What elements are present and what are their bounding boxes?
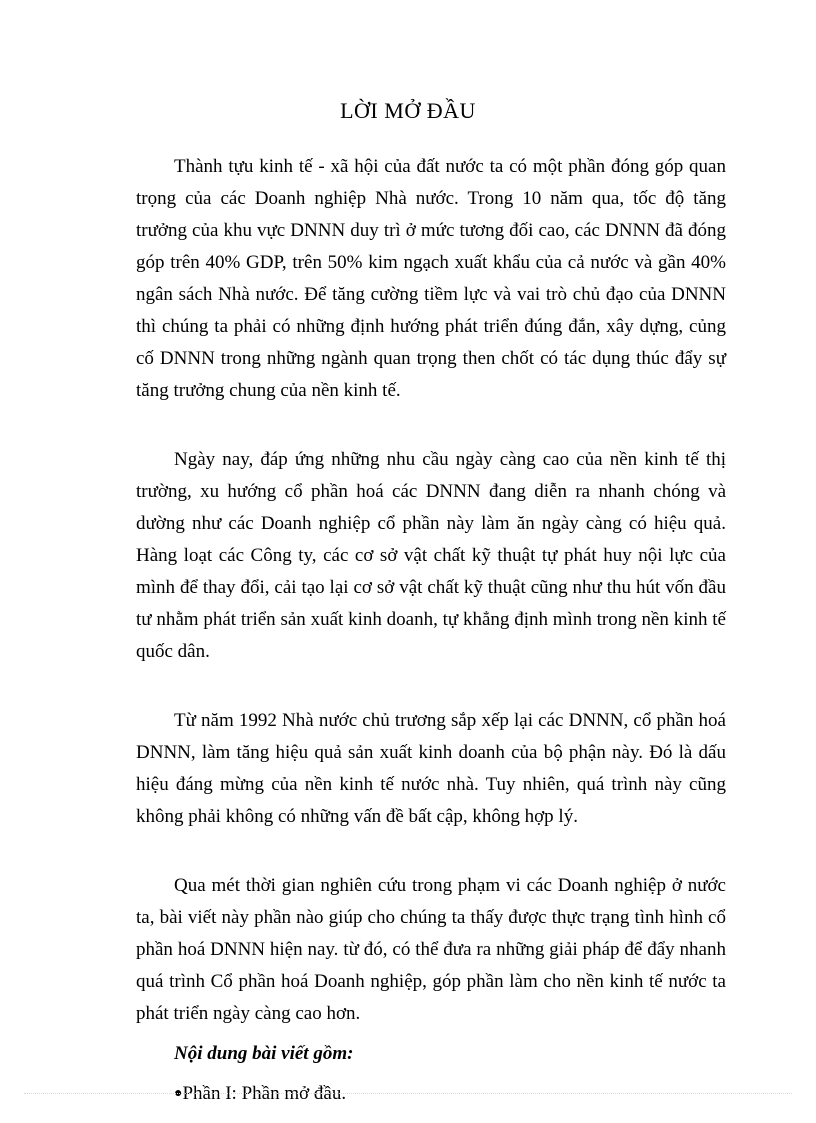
contents-heading: Nội dung bài viết gồm: xyxy=(174,1043,354,1064)
paragraph-4: Qua mét thời gian nghiên cứu trong phạm vi các Doanh nghiệp ở nước ta, bài viết này phần nào giúp cho chúng ta thấy được thực trạng tình hình cổ phần hoá DNNN hiện nay. từ đó, có thể đưa ra những giải pháp để đẩy nhanh quá trình Cổ phần hoá Doanh nghiệp, góp phần làm cho nền kinh tế nước ta phát triển ngày càng cao hơn. xyxy=(136,875,726,1024)
bullet-icon: ● xyxy=(174,1086,183,1101)
page-title: LỜI MỞ ĐẦU xyxy=(340,98,476,123)
paragraph-spacer xyxy=(136,833,726,870)
paragraph-spacer xyxy=(136,1070,726,1078)
page-bottom-divider xyxy=(24,1093,792,1094)
list-item xyxy=(136,1078,726,1110)
paragraph-spacer xyxy=(136,1030,726,1038)
paragraph-2: Ngày nay, đáp ứng những nhu cầu ngày càng cao của nền kinh tế thị trường, xu hướng cổ phần hoá các DNNN đang diễn ra nhanh chóng và dường như các Doanh nghiệp cổ phần này làm ăn ngày càng có hiệu quả. Hàng loạt các Công ty, các cơ sở vật chất kỹ thuật tự phát huy nội lực của mình để thay đổi, cải tạo lại cơ sở vật chất kỹ thuật cũng như thu hút vốn đầu tư nhằm phát triển sản xuất kinh doanh, tự khẳng định mình trong nền kinh tế quốc dân. xyxy=(136,449,726,662)
paragraph-spacer xyxy=(136,407,726,444)
paragraph-spacer xyxy=(136,668,726,705)
document-body xyxy=(136,151,726,1110)
paragraph-1: Thành tựu kinh tế - xã hội của đất nước ta có một phần đóng góp quan trọng của các Doanh nghiệp Nhà nước. Trong 10 năm qua, tốc độ tăng trưởng của khu vực DNNN duy trì ở mức tương đối cao, các DNNN đã đóng góp trên 40% GDP, trên 50% kim ngạch xuất khẩu của cả nước và gần 40% ngân sách Nhà nước. Để tăng cường tiềm lực và vai trò chủ đạo của DNNN thì chúng ta phải có những định hướng phát triển đúng đắn, xây dựng, củng cố DNNN trong những ngành quan trọng then chốt có tác dụng thúc đẩy sự tăng trưởng chung của nền kinh tế. xyxy=(136,156,726,401)
paragraph-3: Từ năm 1992 Nhà nước chủ trương sắp xếp lại các DNNN, cổ phần hoá DNNN, làm tăng hiệu quả sản xuất kinh doanh của bộ phận này. Đó là dấu hiệu đáng mừng của nền kinh tế nước nhà. Tuy nhiên, quá trình này cũng không phải không có những vấn đề bất cập, không hợp lý. xyxy=(136,710,726,827)
list-item-text: Phần I: Phần mở đầu. xyxy=(182,1083,347,1104)
